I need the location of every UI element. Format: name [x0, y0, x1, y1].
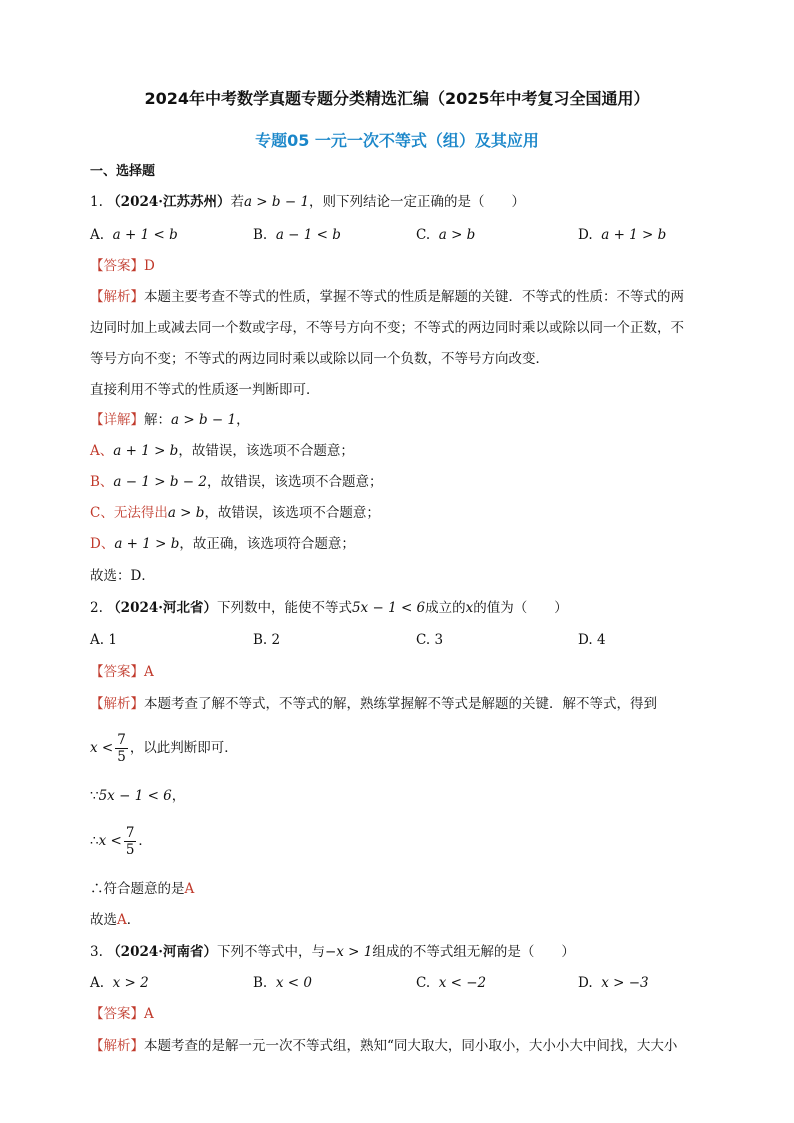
document-title: 2024年中考数学真题专题分类精选汇编（2025年中考复习全国通用） — [144, 89, 650, 108]
q1-conclusion: 故选：D． — [90, 568, 155, 584]
question-source: （2024·河北省） — [107, 600, 217, 616]
q3-option-b: B. x < 0 — [253, 975, 312, 991]
q2-option-a: A. 1 — [90, 632, 117, 648]
q2-option-c: C. 3 — [416, 632, 444, 648]
q1-option-b: B. a − 1 < b — [253, 227, 341, 243]
q2-answer: 【答案】A — [90, 664, 154, 680]
q3-option-d: D. x > −3 — [578, 975, 649, 991]
q1-analysis-line: 边同时加上或减去同一个数或字母，不等号方向不变；不等式的两边同时乘以或除以同一个正数，不 — [90, 320, 684, 336]
q1-step-a: A、a + 1 > b，故错误，该选项不合题意； — [90, 443, 354, 459]
section-heading: 一、选择题 — [90, 164, 156, 179]
q3-answer: 【答案】A — [90, 1006, 154, 1022]
question-3-stem: 3. （2024·河南省）下列不等式中，与−x > 1组成的不等式组无解的是（ ） — [90, 944, 575, 960]
question-number: 2. — [90, 600, 103, 616]
q2-option-d: D. 4 — [578, 632, 606, 648]
q1-answer: 【答案】D — [90, 258, 155, 274]
q1-option-d: D. a + 1 > b — [578, 227, 667, 243]
q2-fits: ∴符合题意的是A — [90, 881, 195, 897]
q1-step-b: B、a − 1 > b − 2，故错误，该选项不合题意； — [90, 474, 383, 490]
q2-option-b: B. 2 — [253, 632, 281, 648]
q3-analysis-line: 【解析】本题考查的是解一元一次不等式组，熟知“同大取大，同小取小，大小小大中间找，大大小 — [90, 1038, 678, 1054]
fraction: $\frac{7}{5}$ — [117, 732, 126, 765]
q1-option-a: A. a + 1 < b — [90, 227, 178, 243]
question-2-stem: 2. （2024·河北省）下列数中，能使不等式5x − 1 < 6成立的x的值为（ ） — [90, 600, 568, 616]
q3-option-a: A. x > 2 — [90, 975, 149, 991]
question-source: （2024·江苏苏州） — [107, 194, 231, 210]
q3-option-c: C. x < −2 — [416, 975, 487, 991]
q2-therefore: ∴x < $\frac{7}{5}$ ． — [90, 825, 152, 858]
question-number: 3. — [90, 944, 103, 960]
question-1-stem: 1. （2024·江苏苏州）若a > b − 1，则下列结论一定正确的是（ ） — [90, 194, 526, 210]
q2-analysis-line: 【解析】本题考查了解不等式，不等式的解，熟练掌握解不等式是解题的关键．解不等式，得到 — [90, 696, 657, 712]
q1-option-c: C. a > b — [416, 227, 476, 243]
fraction: $\frac{7}{5}$ — [125, 825, 135, 858]
topic-subtitle: 专题05 一元一次不等式（组）及其应用 — [255, 131, 539, 150]
q1-analysis-line: 【解析】本题主要考查不等式的性质，掌握不等式的性质是解题的关键．不等式的性质：不等式的两 — [90, 289, 684, 305]
question-number: 1. — [90, 194, 103, 210]
q2-analysis-fraction-line: x < $\frac{7}{5}$ ，以此判断即可． — [90, 732, 238, 765]
q1-analysis-line: 等号方向不变；不等式的两边同时乘以或除以同一个负数，不等号方向改变． — [90, 351, 549, 367]
q1-detail: 【详解】解：a > b − 1， — [90, 412, 250, 428]
q1-step-d: D、a + 1 > b，故正确，该选项符合题意； — [90, 536, 355, 552]
question-source: （2024·河南省） — [107, 944, 217, 960]
q2-because: ∵5x − 1 < 6， — [90, 788, 186, 804]
q2-conclusion: 故选A． — [90, 912, 141, 928]
q1-analysis-line: 直接利用不等式的性质逐一判断即可． — [90, 382, 320, 398]
q1-step-c: C、无法得出a > b，故错误，该选项不合题意； — [90, 505, 380, 521]
